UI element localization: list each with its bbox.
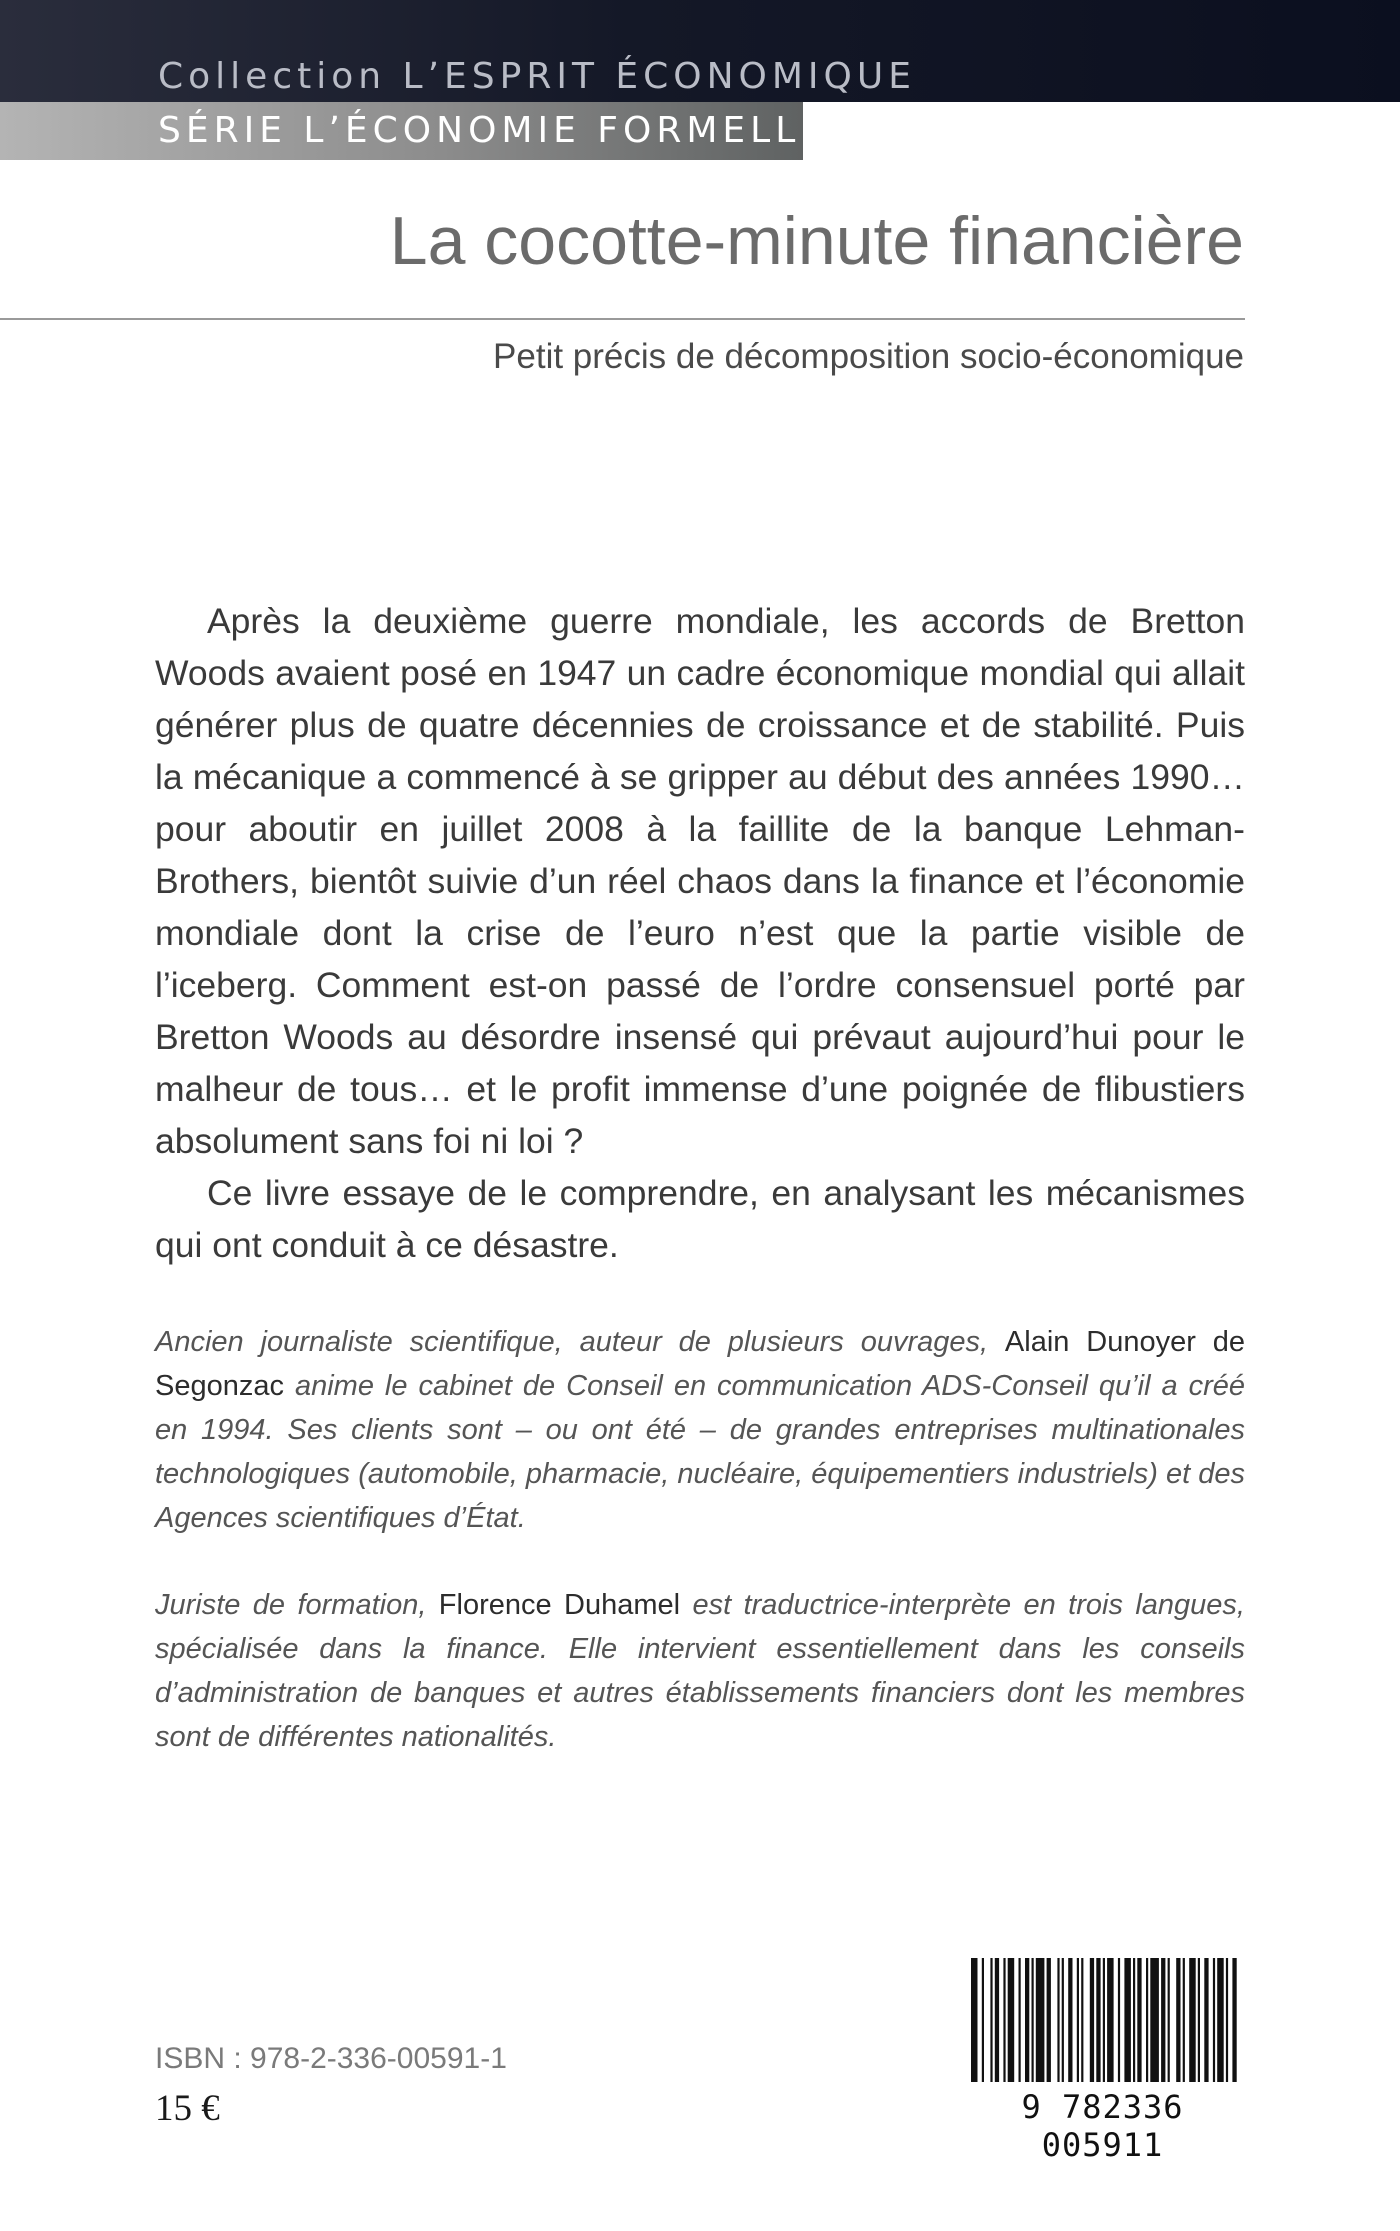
barcode-bar (1168, 1958, 1170, 2082)
collection-label: Collection L’ESPRIT ÉCONOMIQUE (158, 56, 916, 97)
barcode-bar (990, 1958, 992, 2082)
barcode-bar (1036, 1958, 1045, 2082)
book-title: La cocotte-minute financière (389, 203, 1244, 279)
barcode-bar (971, 1958, 978, 2082)
barcode-bar (1103, 1958, 1105, 2082)
barcode-bar (1204, 1958, 1208, 2082)
bio-2-text: est traductrice-interprète en trois langues, spécialisée dans la finance. Elle intervient essentiellement dans les conseils d’administration de banques et autres établissements financiers dont les membres sont de différentes nationalités. (155, 1589, 1245, 1753)
barcode-bar (1019, 1958, 1021, 2082)
summary-paragraph-1: Après la deuxième guerre mondiale, les accords de Bretton Woods avaient posé en 1947 un cadre économique mondial qui allait générer plus de quatre décennies de croissance et de stabilité. Puis la mécanique a commencé à se gripper au début des années 1990… pour aboutir en juillet 2008 à la faillite de la banque Lehman-Brothers, bientôt suivie d’un réel chaos dans la finance et l’économie mondiale dont la crise de l’euro n’est que la partie visible de l’iceberg. Comment est-on passé de l’ordre consensuel porté par Bretton Woods au désordre insensé qui prévaut aujourd’hui pour le malheur de tous… et le profit immense d’une poignée de flibustiers absolument sans foi ni loi ? (155, 601, 1245, 1161)
barcode-bar (1161, 1958, 1165, 2082)
book-subtitle: Petit précis de décomposition socio-économique (493, 337, 1244, 376)
barcode-bar (1003, 1958, 1005, 2082)
barcode-bar (1090, 1958, 1094, 2082)
barcode-bar (1077, 1958, 1079, 2082)
barcode-bar (1232, 1958, 1236, 2082)
barcode-bar (1176, 1958, 1180, 2082)
barcode-bar (1150, 1958, 1159, 2082)
summary-paragraph-2: Ce livre essaye de le comprendre, en analysant les mécanismes qui ont conduit à ce désastre. (155, 1173, 1245, 1265)
barcode-bar (1146, 1958, 1148, 2082)
bio-1-intro: Ancien journaliste scientifique, auteur de plusieurs ouvrages, (155, 1326, 1005, 1358)
barcode-bar (1213, 1958, 1215, 2082)
barcode-bar (1062, 1958, 1064, 2082)
barcode-bar (1124, 1958, 1131, 2082)
barcode-bar (1081, 1958, 1083, 2082)
barcode-bar (1107, 1958, 1114, 2082)
bio-2-intro: Juriste de formation, (155, 1589, 439, 1621)
price-label: 15 € (155, 2088, 220, 2129)
bio-1-text: anime le cabinet de Conseil en communication ADS-Conseil qu’il a créé en 1994. Ses clients sont – ou ont été – de grandes entreprises multinationales technologiques (automobile, pharmacie, nucléaire, équipementiers industriels) et des Agences scientifiques d’État. (155, 1370, 1245, 1534)
barcode-number: 9 782336 005911 (1021, 2088, 1184, 2164)
barcode-bar (982, 1958, 984, 2082)
barcode-bar (1133, 1958, 1135, 2082)
barcode-bar (1008, 1958, 1015, 2082)
author-name-2: Florence Duhamel (438, 1589, 681, 1621)
barcode-bar (1198, 1958, 1200, 2082)
barcode-bar (1047, 1958, 1051, 2082)
barcode-bar (1057, 1958, 1059, 2082)
barcode-bar (1032, 1958, 1034, 2082)
barcode-bar (995, 1958, 999, 2082)
barcode-bar (1226, 1958, 1228, 2082)
isbn-label: ISBN : 978-2-336-00591-1 (155, 2042, 507, 2075)
barcode-bar (1118, 1958, 1120, 2082)
author-name-1: Alain Dunoyer de Segonzac (155, 1326, 1245, 1402)
barcode-bar (1217, 1958, 1224, 2082)
barcode-bar (1189, 1958, 1196, 2082)
barcode-bar (1068, 1958, 1072, 2082)
summary-text (155, 595, 1245, 1271)
serie-label: SÉRIE L’ÉCONOMIE FORMELLE (158, 110, 828, 151)
barcode-icon (965, 1958, 1240, 2082)
barcode-bar (1183, 1958, 1185, 2082)
title-divider (0, 318, 1245, 320)
barcode-bar (1137, 1958, 1141, 2082)
barcode-image (965, 1958, 1240, 2082)
serie-banner (0, 102, 828, 160)
author-bio-1 (155, 1320, 1245, 1540)
author-bio-2 (155, 1583, 1245, 1759)
top-banner (0, 0, 1400, 102)
barcode-bar (1025, 1958, 1029, 2082)
barcode-bar (1096, 1958, 1100, 2082)
